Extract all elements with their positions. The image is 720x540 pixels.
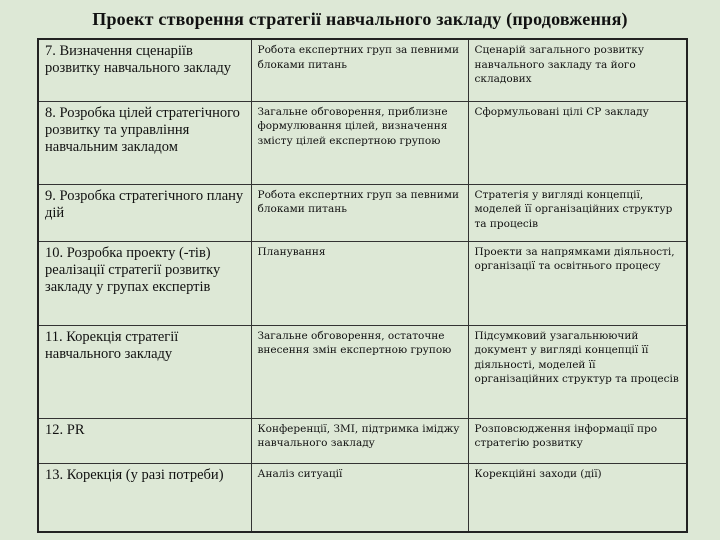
result-cell: Проекти за напрямками діяльності, організації та освітнього процесу	[468, 241, 687, 325]
strategy-table	[37, 38, 688, 533]
method-cell: Загальне обговорення, приблизне формулювання цілей, визначення змісту цілей експертною групою	[251, 101, 468, 184]
table-row	[38, 39, 687, 101]
stage-cell: 11. Корекція стратегії навчального закладу	[38, 325, 251, 418]
table-row	[38, 101, 687, 184]
result-cell: Корекційні заходи (дії)	[468, 463, 687, 532]
stage-cell: 10. Розробка проекту (-тів) реалізації стратегії розвитку закладу у групах експертів	[38, 241, 251, 325]
table-row	[38, 325, 687, 418]
stage-cell: 9. Розробка стратегічного плану дій	[38, 184, 251, 241]
method-cell: Робота експертних груп за певними блоками питань	[251, 184, 468, 241]
result-cell: Підсумковий узагальнюючий документ у вигляді концепції її діяльності, моделей її організаційних структур та процесів	[468, 325, 687, 418]
stage-cell: 7. Визначення сценаріїв розвитку навчального закладу	[38, 39, 251, 101]
result-cell: Розповсюдження інформації про стратегію розвитку	[468, 418, 687, 463]
method-cell: Конференції, ЗМІ, підтримка іміджу навчального закладу	[251, 418, 468, 463]
stage-cell: 13. Корекція (у разі потреби)	[38, 463, 251, 532]
method-cell: Загальне обговорення, остаточне внесення змін експертною групою	[251, 325, 468, 418]
result-cell: Стратегія у вигляді концепції, моделей її організаційних структур та процесів	[468, 184, 687, 241]
page-title: Проект створення стратегії навчального закладу (продовження)	[92, 9, 628, 29]
method-cell: Робота експертних груп за певними блоками питань	[251, 39, 468, 101]
method-cell: Планування	[251, 241, 468, 325]
result-cell: Сценарій загального розвитку навчального закладу та його складових	[468, 39, 687, 101]
table-row	[38, 241, 687, 325]
result-cell: Сформульовані цілі СР закладу	[468, 101, 687, 184]
table-row	[38, 463, 687, 532]
stage-cell: 12. PR	[38, 418, 251, 463]
table-row	[38, 418, 687, 463]
stage-cell: 8. Розробка цілей стратегічного розвитку та управління навчальним закладом	[38, 101, 251, 184]
table-row	[38, 184, 687, 241]
method-cell: Аналіз ситуації	[251, 463, 468, 532]
